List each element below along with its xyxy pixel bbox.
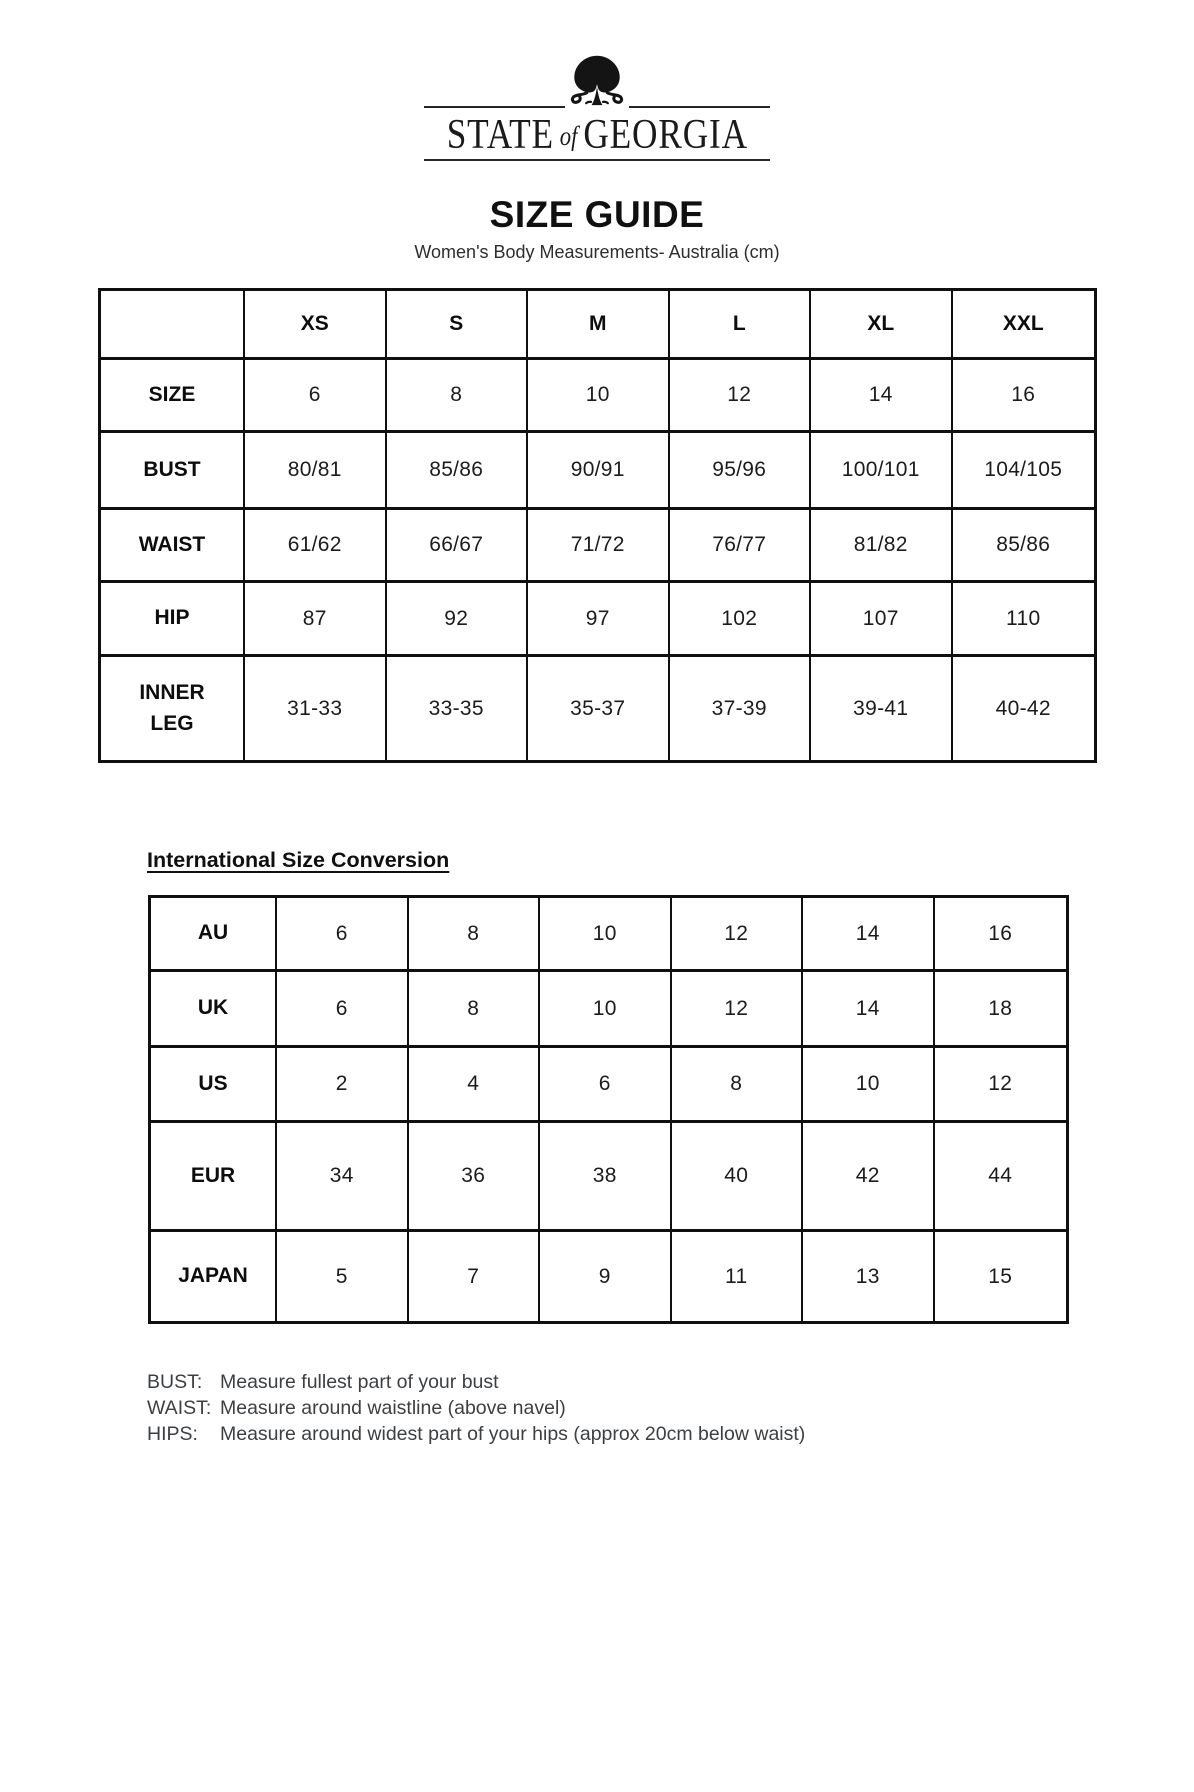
table-cell: 33-35 [387, 657, 529, 760]
table-cell: 12 [670, 360, 812, 433]
row-label-text: UK [197, 996, 229, 1020]
table-cell: 14 [811, 360, 953, 433]
conversion-heading: International Size Conversion [147, 847, 450, 872]
table-cell: 66/67 [387, 510, 529, 583]
table-cell: 6 [245, 360, 387, 433]
measurement-notes [147, 1369, 805, 1447]
row-label-au [151, 898, 277, 972]
table-cell: 10 [540, 972, 672, 1048]
brand-state: STATE [446, 111, 554, 158]
table-cell: 107 [811, 583, 953, 657]
logo-rule-right [629, 106, 770, 108]
table-cell: 34 [277, 1123, 409, 1232]
table-cell: 85/86 [953, 510, 1095, 583]
note-line-hips [147, 1421, 805, 1447]
row-label-text: SIZE [148, 382, 196, 406]
table-cell: 8 [387, 360, 529, 433]
note-text: Measure around widest part of your hips (approx 20cm below waist) [220, 1423, 806, 1445]
table-cell: 36 [409, 1123, 541, 1232]
brand-georgia: GEORGIA [583, 111, 748, 158]
corner-cell-empty [101, 291, 245, 360]
table-cell: 61/62 [245, 510, 387, 583]
table-cell: 10 [803, 1048, 935, 1123]
table-cell: 8 [409, 972, 541, 1048]
table-cell: 97 [528, 583, 670, 657]
table-cell: 110 [953, 583, 1095, 657]
row-label-inner-leg [101, 657, 245, 760]
row-label-text: AU [197, 921, 229, 945]
row-label-text: INNER LEG [139, 681, 205, 735]
table-cell: 31-33 [245, 657, 387, 760]
table-cell: 18 [935, 972, 1067, 1048]
col-header-l: L [670, 291, 812, 360]
row-label-text: HIP [154, 606, 190, 630]
table-cell: 14 [803, 898, 935, 972]
logo-rule-left [424, 106, 565, 108]
row-label-hip [101, 583, 245, 657]
brand-logo [424, 54, 770, 161]
table-cell: 12 [672, 898, 804, 972]
table-cell: 42 [803, 1123, 935, 1232]
table-cell: 39-41 [811, 657, 953, 760]
table-cell: 10 [528, 360, 670, 433]
note-label: BUST: [147, 1371, 203, 1393]
row-label-text: BUST [143, 457, 201, 481]
table-cell: 35-37 [528, 657, 670, 760]
table-cell: 81/82 [811, 510, 953, 583]
brand-of: of [559, 120, 578, 151]
col-header-s: S [387, 291, 529, 360]
measurements-table [98, 288, 1097, 763]
table-cell: 87 [245, 583, 387, 657]
note-text: Measure around waistline (above navel) [220, 1397, 566, 1419]
table-cell: 76/77 [670, 510, 812, 583]
brand-wordmark-row [424, 110, 770, 161]
table-cell: 44 [935, 1123, 1067, 1232]
col-header-xxl: XXL [953, 291, 1095, 360]
table-cell: 8 [672, 1048, 804, 1123]
table-cell: 4 [409, 1048, 541, 1123]
table-cell: 37-39 [670, 657, 812, 760]
table-cell: 6 [277, 898, 409, 972]
table-cell: 92 [387, 583, 529, 657]
table-cell: 38 [540, 1123, 672, 1232]
table-cell: 13 [803, 1232, 935, 1321]
table-cell: 40-42 [953, 657, 1095, 760]
row-label-eur [151, 1123, 277, 1232]
table-cell: 71/72 [528, 510, 670, 583]
table-cell: 100/101 [811, 433, 953, 510]
table-cell: 12 [672, 972, 804, 1048]
note-line-bust [147, 1369, 805, 1395]
row-label-uk [151, 972, 277, 1048]
table-cell: 10 [540, 898, 672, 972]
tree-icon [567, 54, 627, 110]
col-header-m: M [528, 291, 670, 360]
table-cell: 90/91 [528, 433, 670, 510]
page-title: SIZE GUIDE [489, 193, 705, 235]
table-cell: 16 [935, 898, 1067, 972]
table-cell: 40 [672, 1123, 804, 1232]
table-cell: 6 [277, 972, 409, 1048]
row-label-japan [151, 1232, 277, 1321]
row-label-bust [101, 433, 245, 510]
table-cell: 6 [540, 1048, 672, 1123]
note-text: Measure fullest part of your bust [220, 1371, 499, 1393]
table-cell: 11 [672, 1232, 804, 1321]
col-header-xs: XS [245, 291, 387, 360]
page-subtitle: Women's Body Measurements- Australia (cm) [414, 242, 780, 262]
row-label-text: WAIST [138, 532, 206, 556]
row-label-size [101, 360, 245, 433]
table-cell: 104/105 [953, 433, 1095, 510]
table-cell: 15 [935, 1232, 1067, 1321]
table-cell: 85/86 [387, 433, 529, 510]
table-cell: 95/96 [670, 433, 812, 510]
row-label-text: EUR [190, 1163, 236, 1187]
table-cell: 8 [409, 898, 541, 972]
conversion-table [148, 895, 1069, 1324]
row-label-text: US [198, 1071, 228, 1095]
table-cell: 7 [409, 1232, 541, 1321]
row-label-text: JAPAN [178, 1264, 248, 1288]
table-cell: 14 [803, 972, 935, 1048]
table-cell: 102 [670, 583, 812, 657]
note-label: WAIST: [147, 1397, 212, 1419]
col-header-xl: XL [811, 291, 953, 360]
row-label-waist [101, 510, 245, 583]
table-cell: 16 [953, 360, 1095, 433]
note-line-waist [147, 1395, 805, 1421]
table-cell: 9 [540, 1232, 672, 1321]
table-cell: 5 [277, 1232, 409, 1321]
table-cell: 2 [277, 1048, 409, 1123]
table-cell: 80/81 [245, 433, 387, 510]
logo-top-row [424, 54, 770, 110]
row-label-us [151, 1048, 277, 1123]
brand-wordmark [446, 111, 747, 159]
table-cell: 12 [935, 1048, 1067, 1123]
note-label: HIPS: [147, 1423, 198, 1445]
